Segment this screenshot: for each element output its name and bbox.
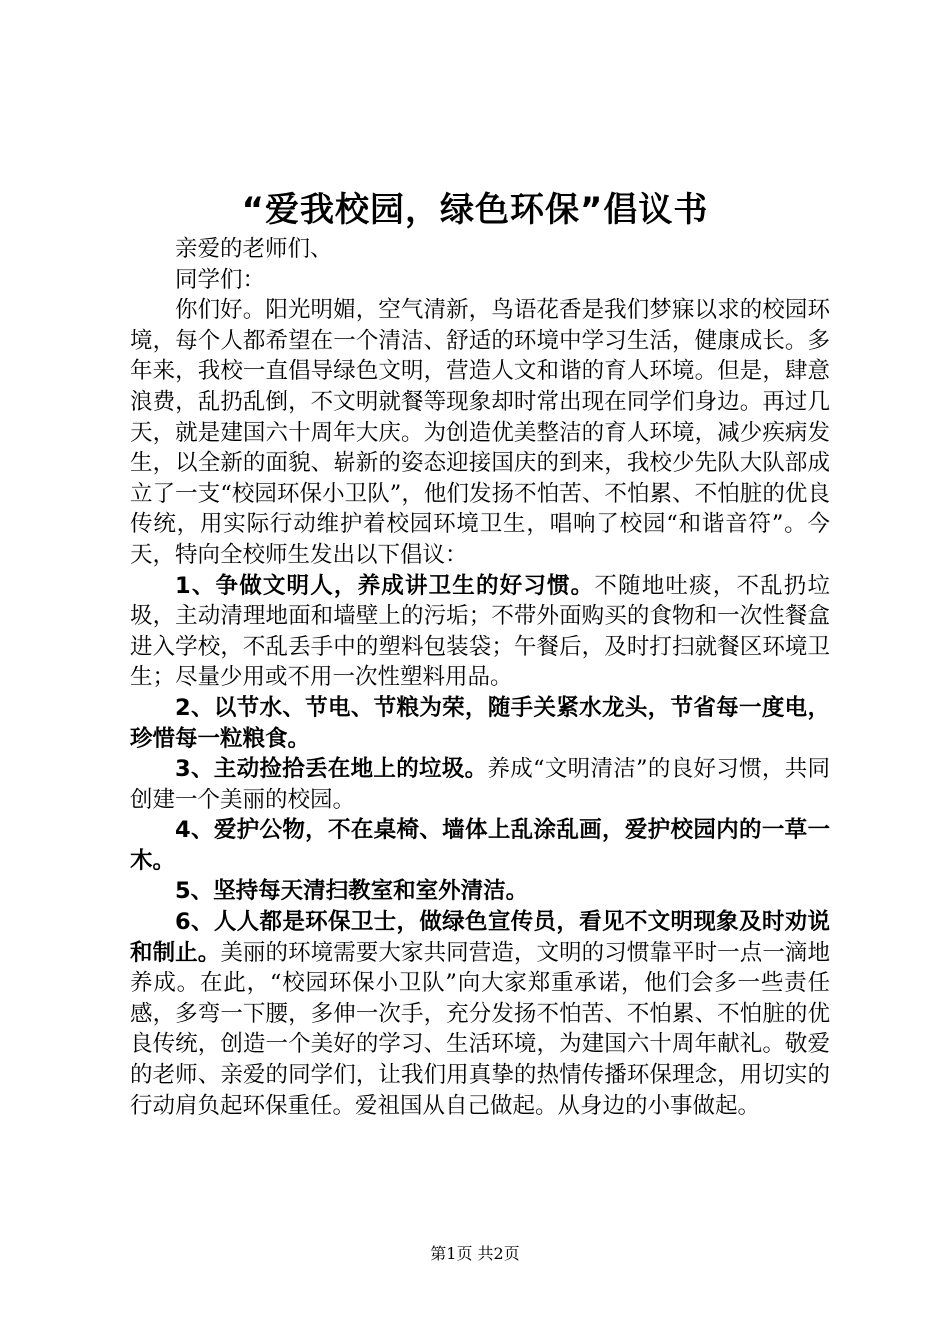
proposal-item-5 bbox=[130, 876, 830, 907]
salutation-line-2: 同学们： bbox=[175, 266, 266, 293]
proposal-item-3-text: 养成“文明清洁”的良好习惯，共同创建一个美丽的校园。 bbox=[130, 756, 830, 813]
salutation-line-1: 亲爱的老师们、 bbox=[175, 236, 333, 262]
proposal-item-2 bbox=[130, 693, 830, 754]
proposal-item-6-heading: 6、人人都是环保卫士，做绿色宣传员，看见不文明现象及时劝说和制止。 bbox=[130, 909, 830, 966]
proposal-item-4 bbox=[130, 815, 830, 876]
proposal-item-2-heading: 2、以节水、节电、节粮为荣，随手关紧水龙头，节省每一度电，珍惜每一粒粮食。 bbox=[130, 694, 830, 752]
intro-paragraph: 你们好。阳光明媚，空气清新，鸟语花香是我们梦寐以求的校园环境，每个人都希望在一个清洁、舒适的环境中学习生活，健康成长。多年来，我校一直倡导绿色文明，营造人文和谐的育人环境。但是，肆意浪费，乱扔乱倒，不文明就餐等现象却时常出现在同学们身边。再过几天，就是建国六十周年大庆。为创造优美整洁的育人环境，减少疾病发生，以全新的面貌、崭新的姿态迎接国庆的到来，我校少先队大队部成立了一支“校园环保小卫队”，他们发扬不怕苦、不怕累、不怕脏的优良传统，用实际行动维护着校园环境卫生，唱响了校园“和谐音符”。今天，特向全校师生发出以下倡议： bbox=[130, 297, 830, 568]
proposal-item-3 bbox=[130, 754, 830, 815]
proposal-item-1-text: 不随地吐痰，不乱扔垃圾，主动清理地面和墙壁上的污垢；不带外面购买的食物和一次性餐盒进入学校，不乱丢手中的塑料包装袋；午餐后，及时打扫就餐区环境卫生；尽量少用或不用一次性塑料用品。 bbox=[130, 572, 830, 691]
page-title: “爱我校园，绿色环保”倡议书 bbox=[241, 190, 709, 230]
proposal-item-1 bbox=[130, 571, 830, 693]
proposal-item-6-text: 美丽的环境需要大家共同营造，文明的习惯靠平时一点一滴地养成。在此，“校园环保小卫队”向大家郑重承诺，他们会多一些责任感，多弯一下腰，多伸一次手，充分发扬不怕苦、不怕累、不怕脏的优良传统，创造一个美好的学习、生活环境，为建国六十周年献礼。敬爱的老师、亲爱的同学们，让我们用真挚的热情传播环保理念，用切实的行动肩负起环保重任。爱祖国从自己做起。从身边的小事做起。 bbox=[130, 939, 830, 1119]
page-footer: 第1页 共2页 bbox=[430, 1244, 520, 1263]
proposal-item-1-heading: 1、争做文明人，养成讲卫生的好习惯。 bbox=[175, 572, 595, 599]
proposal-item-6 bbox=[130, 907, 830, 1121]
proposal-item-3-heading: 3、主动捡拾丢在地上的垃圾。 bbox=[175, 756, 488, 783]
proposal-item-4-heading: 4、爱护公物，不在桌椅、墙体上乱涂乱画，爱护校园内的一草一木。 bbox=[130, 817, 830, 874]
document-body bbox=[130, 234, 830, 1121]
proposal-item-5-heading: 5、坚持每天清扫教室和室外清洁。 bbox=[175, 878, 529, 905]
